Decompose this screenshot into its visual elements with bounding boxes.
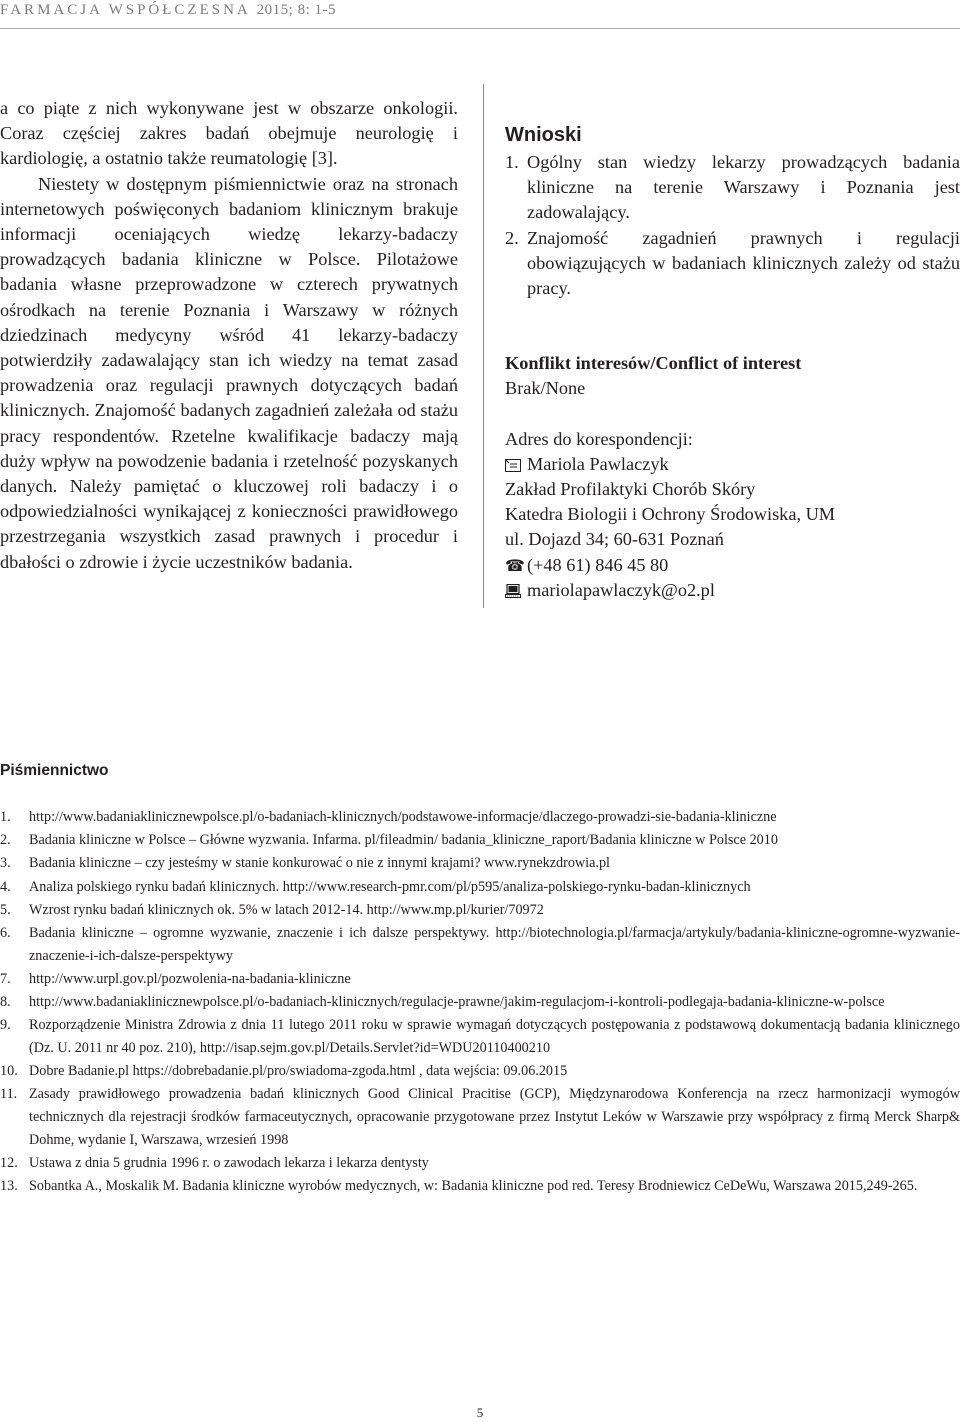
conclusion-number: 1. [505,152,519,172]
reference-text: http://www.urpl.gov.pl/pozwolenia-na-badania-kliniczne [29,970,351,987]
reference-number: 12. [0,1155,18,1172]
correspondence-email: mariolapawlaczyk@o2.pl [527,579,715,600]
conclusion-item [505,150,960,226]
column-divider [483,84,484,608]
reference-text: Sobantka A., Moskalik M. Badania kliniczne wyrobów medycznych, w: Badania kliniczne pod red. Teresy Brodniewicz CeDeWu, Warszawa 2015,249-265. [29,1178,918,1195]
reference-text: Ustawa z dnia 5 grudnia 1996 r. o zawodach lekarza i lekarza dentysty [29,1155,429,1172]
journal-volume: 2015; 8: 1-5 [256,2,337,18]
references-heading: Piśmiennictwo [0,762,109,779]
conclusion-text: Znajomość zagadnień prawnych i regulacji obowiązujących w badaniach klinicznych zależy od stażu pracy. [527,227,960,299]
conflict-of-interest-title: Konflikt interesów/Conflict of interest [505,353,802,374]
reference-item [0,1014,960,1059]
conclusion-text: Ogólny stan wiedzy lekarzy prowadzących badania kliniczne na terenie Warszawy i Poznania jest zadowalający. [527,152,960,223]
reference-number: 5. [0,901,11,918]
reference-item [0,1083,960,1151]
correspondence-label: Adres do korespondencji: [505,428,693,449]
reference-item [0,1175,960,1198]
correspondence-department: Zakład Profilaktyki Chorób Skóry [505,479,756,500]
envelope-icon [505,452,527,477]
reference-item [0,876,960,899]
reference-text: Zasady prawidłowego prowadzenia badań klinicznych Good Clinical Pracitise (GCP), Międzynarodowa Konferencja na rzecz harmonizacji wymogów technicznych dla rejestracji środków farmaceutycznych, opracowanie przygotowane przez Instytut Leków w Warszawie przy współpracy z firmą Merck Sharp& Dohme, wydanie I, Warszawa, wrzesień 1998 [29,1086,960,1148]
conclusions-heading: Wnioski [505,124,582,146]
page-number: 5 [476,1405,484,1420]
reference-text: Badania kliniczne w Polsce – Główne wyzwania. Infarma. pl/fileadmin/ badania_kliniczne_raport/Badania kliniczne w Polsce 2010 [29,832,778,849]
reference-number: 3. [0,855,11,872]
header-rule [0,28,960,29]
reference-number: 10. [0,1063,18,1080]
telephone-icon: ☎ [505,555,525,575]
reference-item [0,852,960,875]
journal-header [0,2,960,24]
left-column [0,96,458,575]
reference-text: http://www.badaniaklinicznewpolsce.pl/o-badaniach-klinicznych/regulacje-prawne/jakim-regulacjom-i-kontroli-podlegaja-badania-kliniczne-w-polsce [29,994,885,1011]
body-paragraph: a co piąte z nich wykonywane jest w obszarze onkologii. Coraz częściej zakres badań obejmuje neurologię i kardiologię, a ostatnio także reumatologię [3]. [0,98,458,169]
reference-number: 13. [0,1178,18,1195]
reference-item [0,922,960,967]
reference-number: 8. [0,994,11,1011]
reference-text: Rozporządzenie Ministra Zdrowia z dnia 11 lutego 2011 roku w sprawie wymagań dotyczących postępowania z podstawową dokumentacją badania klinicznego (Dz. U. 2011 nr 40 poz. 210), http://isap.sejm.gov.pl/Details.Servlet?id=WDU20110400210 [29,1017,960,1057]
reference-number: 2. [0,832,11,849]
reference-text: Dobre Badanie.pl https://dobrebadanie.pl/pro/swiadoma-zgoda.html , data wejścia: 09.06.2015 [29,1063,568,1080]
conclusions-list [505,150,960,301]
correspondence-street: ul. Dojazd 34; 60-631 Poznań [505,529,724,550]
correspondence-phone: (+48 61) 846 45 80 [527,554,669,575]
right-column [505,122,960,603]
reference-item [0,991,960,1014]
correspondence-email-line [505,578,960,603]
reference-item [0,968,960,991]
journal-name: FARMACJA WSPÓŁCZESNA [0,2,250,18]
references-list [0,806,960,1198]
reference-text: http://www.badaniaklinicznewpolsce.pl/o-badaniach-klinicznych/podstawowe-informacje/dlaczego-prowadzi-sie-badania-kliniczne [29,809,777,825]
reference-number: 1. [0,809,11,825]
reference-text: Wzrost rynku badań klinicznych ok. 5% w latach 2012-14. http://www.mp.pl/kurier/70972 [29,901,544,918]
reference-item [0,1152,960,1175]
conflict-of-interest-value: Brak/None [505,378,586,399]
reference-item [0,1060,960,1083]
reference-text: Badania kliniczne – ogromne wyzwanie, znaczenie i ich dalsze perspektywy. http://biotechnologia.pl/farmacja/artykuly/badania-kliniczne-ogromne-wyzwanie-znaczenie-i-ich-dalsze-perspektywy [29,925,960,964]
computer-icon [505,578,527,603]
reference-text: Analiza polskiego rynku badań klinicznych. http://www.research-pmr.com/pl/p595/analiza-polskiego-rynku-badan-klinicznych [29,878,751,895]
reference-item [0,829,960,852]
reference-number: 7. [0,970,11,987]
reference-number: 9. [0,1017,11,1034]
reference-number: 4. [0,878,11,895]
reference-text: Badania kliniczne – czy jesteśmy w stanie konkurować o nie z innymi krajami? www.rynekzdrowia.pl [29,855,610,872]
conclusion-item [505,226,960,302]
reference-item [0,899,960,922]
conclusion-number: 2. [505,227,519,248]
correspondence-chair: Katedra Biologii i Ochrony Środowiska, UM [505,504,836,525]
reference-number: 11. [0,1086,18,1103]
correspondence-name: Mariola Pawlaczyk [527,453,669,474]
body-paragraph: Niestety w dostępnym piśmiennictwie oraz na stronach internetowych poświęconych badaniom klinicznym brakuje informacji oceniających wiedzę lekarzy-badaczy prowadzących badania kliniczne w Polsce. Pilotażowe badania własne przeprowadzone w czterech prywatnych ośrodkach na terenie Poznania i Warszawy w różnych dziedzinach medycyny wśród 41 lekarzy-badaczy potwierdziły zadawalający stan ich wiedzy na temat zasad prowadzenia oraz regulacji prawnych dotyczących badań klinicznych. Znajomość badanych zagadnień zależała od stażu pracy respondentów. Rzetelne kwalifikacje badaczy mają duży wpływ na powodzenie badania i rzetelność pozyskanych danych. Należy pamiętać o kluczowej roli badaczy i o odpowiedzialności wynikającej z konieczności prawidłowego przestrzegania wszystkich zasad prawnych i procedur i dbałości o zdrowie i życie uczestników badania. [0,173,458,572]
reference-item [0,806,960,829]
correspondence-name-line [505,452,960,477]
reference-number: 6. [0,925,11,942]
correspondence-phone-line [505,553,960,578]
correspondence-address [505,427,960,603]
